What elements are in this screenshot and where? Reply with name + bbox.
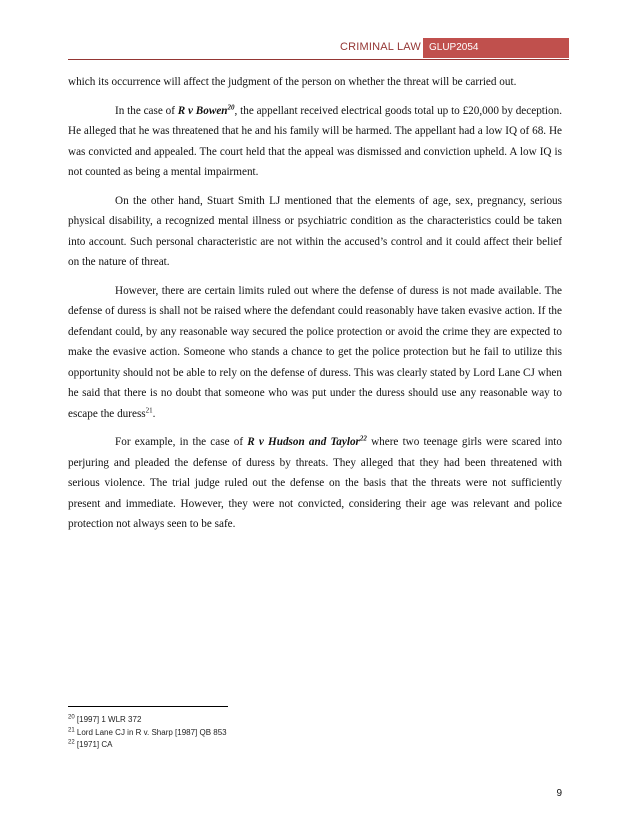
paragraph-2-lead: In the case of	[115, 104, 178, 117]
footnote-20	[68, 714, 562, 727]
paragraph-5	[68, 432, 562, 535]
footnote-ref-20: 20	[227, 102, 235, 111]
footnote-number: 21	[68, 726, 75, 733]
paragraph-5-lead: For example, in the case of	[115, 436, 248, 448]
case-name-bowen: R v Bowen	[177, 104, 228, 117]
footnote-21	[68, 727, 562, 740]
paragraph-2-body: , the appellant received electrical goods total up to £20,000 by deception. He alleged that he was threatened that he and his family will be harmed. The appellant had a low IQ of 68. He was convicted and appealed. The court held that the appeal was dismissed and conviction upheld. A low IQ is not counted as being a mental impairment.	[68, 104, 563, 178]
page-header	[0, 0, 638, 70]
footnote-text: Lord Lane CJ in R v. Sharp [1987] QB 853	[74, 727, 227, 737]
paragraph-2	[68, 101, 562, 183]
paragraph-1: which its occurrence will affect the judgment of the person on whether the threat will be carried out.	[68, 76, 517, 88]
paragraph-3: On the other hand, Stuart Smith LJ mentioned that the elements of age, sex, pregnancy, serious physical disability, a recognized mental illness or psychiatric condition as the characteristics could be taken into account. Such personal characteristic are not within the accused’s control and it could affect their belief on the nature of threat.	[68, 194, 562, 268]
page-number: 9	[556, 788, 562, 799]
footnote-ref-22: 22	[359, 434, 367, 443]
paragraph-4	[68, 281, 562, 425]
paragraph-4-end: .	[152, 407, 156, 420]
header-course-code: GLUP2054	[423, 38, 569, 58]
header-title: CRIMINAL LAW	[339, 41, 421, 53]
paragraph-5-body: where two teenage girls were scared into perjuring and pleaded the defense of duress by threats. They alleged that they had been threatened with serious violence. The trial judge ruled out the defense on the basis that the threats were not sufficiently present and immediate. However, they were not convicted, considering their age was relevant and police protection not always seen to be safe.	[68, 436, 562, 530]
header-rule	[68, 59, 569, 60]
footnote-text: [1971] CA	[74, 740, 113, 749]
paragraph-4-body: However, there are certain limits ruled out where the defense of duress is not made available. The defense of duress is shall not be raised where the defendant could reasonably have taken evasive action. If the defendant could, by any reasonable way secured the police protection or avoid the crime they are expected to make the evasive action. Someone who stands a chance to get the police protection but he fail to utilize this opportunity should not be able to rely on the defense of duress. This was clearly stated by Lord Lane CJ when he said that there is no doubt that someone who was put under the duress should use any reasonable way to escape the duress	[68, 284, 562, 420]
body-text	[68, 72, 562, 535]
footnote-text: [1997] 1 WLR 372	[74, 715, 142, 724]
footnote-separator	[68, 706, 228, 707]
footnote-number: 20	[68, 714, 75, 721]
footnote-ref-21: 21	[145, 405, 153, 414]
footnotes	[68, 714, 562, 752]
footnote-number: 22	[68, 739, 75, 746]
footnote-22	[68, 739, 562, 752]
case-name-hudson-taylor: R v Hudson and Taylor	[247, 436, 360, 448]
